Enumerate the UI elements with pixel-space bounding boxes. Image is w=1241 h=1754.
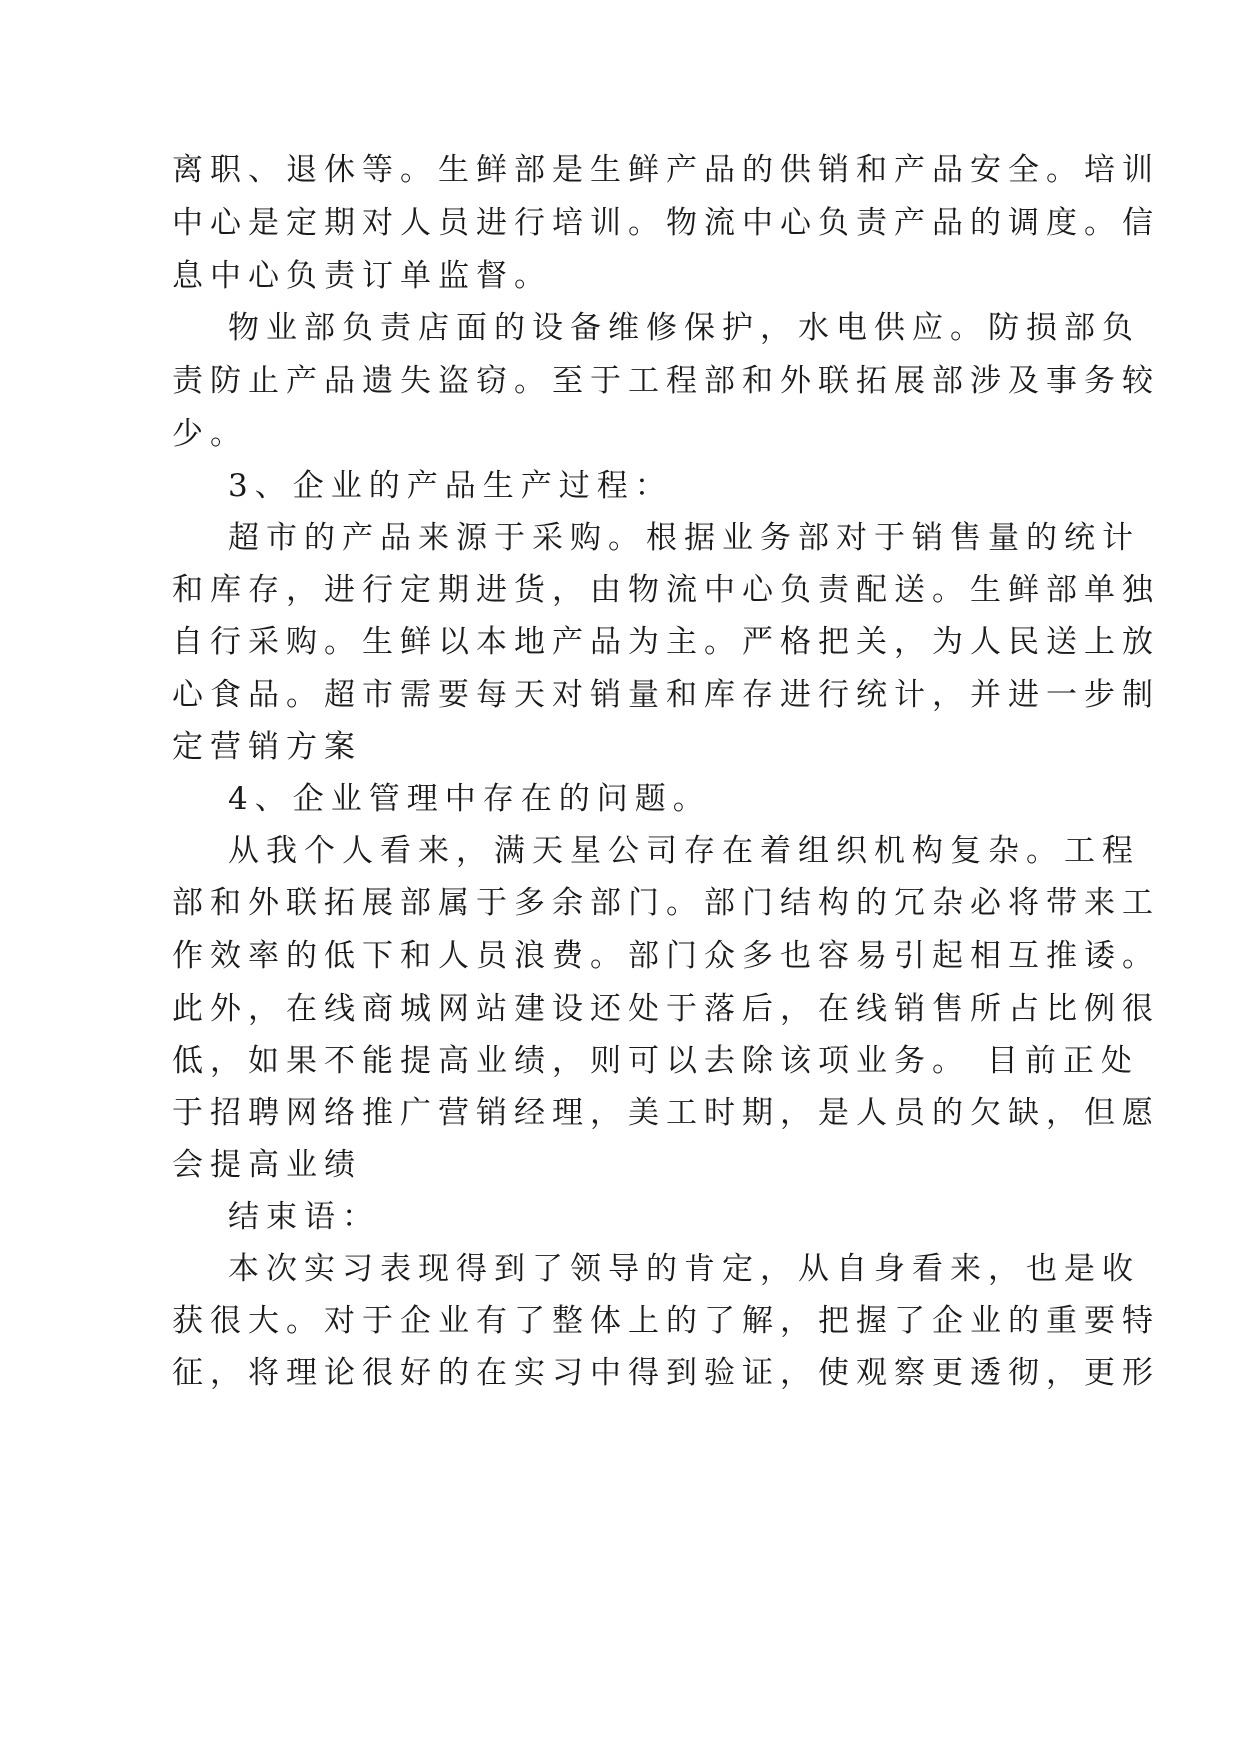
section-heading: 3、企业的产品生产过程： [228, 468, 673, 504]
text-line: 作效率的低下和人员浪费。部门众多也容易引起相互推诿。 [172, 938, 1160, 974]
text-line: 责防止产品遗失盗窃。至于工程部和外联拓展部涉及事务较 [172, 363, 1160, 399]
text-line: 此外，在线商城网站建设还处于落后，在线销售所占比例很 [172, 991, 1160, 1027]
text-line: 获很大。对于企业有了整体上的了解，把握了企业的重要特 [172, 1303, 1160, 1339]
text-line: 和库存，进行定期进货，由物流中心负责配送。生鲜部单独 [172, 572, 1160, 608]
section-heading: 结束语： [228, 1199, 380, 1235]
text-line: 于招聘网络推广营销经理，美工时期，是人员的欠缺，但愿 [172, 1095, 1160, 1131]
text-line: 定营销方案 [172, 729, 362, 765]
text-line: 息中心负责订单监督。 [172, 258, 552, 294]
section-heading: 4、企业管理中存在的问题。 [228, 781, 711, 817]
text-line: 少。 [172, 416, 248, 452]
text-line: 征，将理论很好的在实习中得到验证，使观察更透彻，更形 [172, 1355, 1160, 1391]
text-line: 中心是定期对人员进行培训。物流中心负责产品的调度。信 [172, 205, 1160, 241]
text-line: 自行采购。生鲜以本地产品为主。严格把关，为人民送上放 [172, 624, 1160, 660]
text-line: 超市的产品来源于采购。根据业务部对于销售量的统计 [228, 520, 1140, 556]
text-line: 低，如果不能提高业绩，则可以去除该项业务。 目前正处 [172, 1043, 1139, 1079]
text-line: 从我个人看来，满天星公司存在着组织机构复杂。工程 [228, 833, 1140, 869]
text-line: 心食品。超市需要每天对销量和库存进行统计，并进一步制 [172, 677, 1160, 713]
text-line: 离职、退休等。生鲜部是生鲜产品的供销和产品安全。培训 [172, 152, 1160, 188]
text-line: 本次实习表现得到了领导的肯定，从自身看来，也是收 [228, 1251, 1140, 1287]
text-line: 部和外联拓展部属于多余部门。部门结构的冗杂必将带来工 [172, 885, 1160, 921]
text-line: 物业部负责店面的设备维修保护，水电供应。防损部负 [228, 310, 1140, 346]
text-line: 会提高业绩 [172, 1147, 362, 1183]
